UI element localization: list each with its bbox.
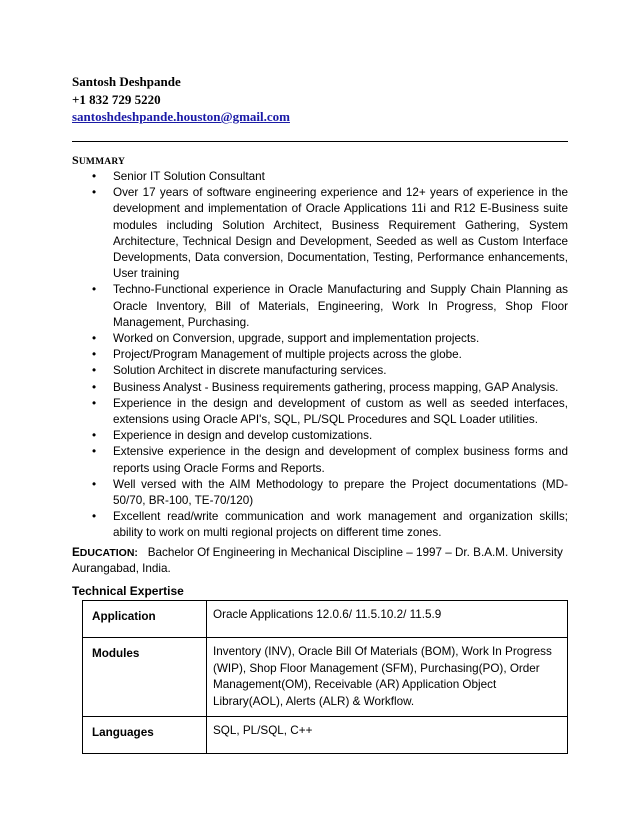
- email-link[interactable]: santoshdeshpande.houston@gmail.com: [72, 109, 290, 124]
- summary-heading-rest: UMMARY: [78, 157, 126, 167]
- contact-header: [72, 73, 290, 126]
- bullet-icon: •: [92, 429, 97, 443]
- summary-item: • Well versed with the AIM Methodology to prepare the Project documentations (MD-50/70, BR-100, TE-70/120): [92, 477, 568, 508]
- education-text: Bachelor Of Engineering in Mechanical Discipline – 1997 – Dr. B.A.M. University Aurangabad, India.: [72, 546, 563, 576]
- summary-item: • Over 17 years of software engineering experience and 12+ years of experience in the development and implementation of Oracle Applications 11i and R12 E-Business suite modules including Solution Architect, Business Requirement Gathering, System Architecture, Technical Design and Development, Seeded as well as Custom Interface Developments, Data conversion, Documentation, Testing, Performance enhancements, User training: [92, 186, 568, 281]
- bullet-icon: •: [92, 332, 97, 346]
- bullet-icon: •: [92, 380, 97, 394]
- summary-heading-initial: S: [72, 153, 79, 167]
- summary-item: • Extensive experience in the design and development of complex business forms and reports using Oracle Forms and Reports.: [92, 445, 568, 475]
- technical-expertise-table: [82, 600, 568, 754]
- bullet-icon: •: [92, 396, 97, 410]
- table-value-cell: Inventory (INV), Oracle Bill Of Materials (BOM), Work In Progress (WIP), Shop Floor Management (SFM), Purchasing(PO), Order Management(OM), Receivable (AR) Application Object Library(AOL), Alerts (ALR) & Workflow.: [207, 638, 568, 717]
- summary-item: • Excellent read/write communication and work management and organization skills; ability to work on multi regional projects on different time zones.: [92, 510, 568, 540]
- education-section: [72, 545, 568, 577]
- summary-item: • Experience in design and develop customizations.: [72, 428, 568, 444]
- phone-number: +1 832 729 5220: [72, 91, 161, 107]
- bullet-icon: •: [92, 364, 97, 378]
- header-divider: [72, 141, 568, 142]
- summary-item: • Senior IT Solution Consultant: [72, 169, 568, 185]
- summary-heading: [72, 153, 125, 168]
- table-row: [83, 638, 568, 717]
- technical-expertise-heading: Technical Expertise: [72, 584, 184, 598]
- bullet-icon: •: [92, 170, 97, 183]
- summary-item: • Solution Architect in discrete manufacturing services.: [72, 363, 568, 379]
- bullet-icon: •: [92, 445, 97, 459]
- table-key-cell: Languages: [83, 717, 207, 754]
- summary-item: • Worked on Conversion, upgrade, support and implementation projects.: [72, 331, 568, 347]
- table-key-cell: Application: [83, 601, 207, 638]
- summary-list: [72, 169, 568, 542]
- table-row: [83, 717, 568, 754]
- summary-item: • Project/Program Management of multiple projects across the globe.: [72, 347, 568, 363]
- summary-item: • Experience in the design and development of custom as well as seeded interfaces, extensions using Oracle API's, SQL, PL/SQL Procedures and SQL Loader utilities.: [92, 396, 568, 427]
- candidate-name: Santosh Deshpande: [72, 74, 181, 89]
- table-key-cell: Modules: [83, 638, 207, 717]
- table-value-cell: SQL, PL/SQL, C++: [207, 717, 568, 754]
- bullet-icon: •: [92, 283, 97, 297]
- bullet-icon: •: [92, 186, 97, 200]
- summary-item: • Business Analyst - Business requirements gathering, process mapping, GAP Analysis.: [72, 380, 568, 396]
- table-row: [83, 601, 568, 638]
- bullet-icon: •: [92, 477, 97, 491]
- bullet-icon: •: [92, 510, 97, 524]
- education-label: EDUCATION:: [72, 546, 138, 559]
- summary-item: • Techno-Functional experience in Oracle Manufacturing and Supply Chain Planning as Oracle Inventory, Bill of Materials, Engineering, Work In Progress, Shop Floor Management, Purchasing.: [92, 283, 568, 329]
- bullet-icon: •: [92, 348, 97, 362]
- table-value-cell: Oracle Applications 12.0.6/ 11.5.10.2/ 11.5.9: [207, 601, 568, 638]
